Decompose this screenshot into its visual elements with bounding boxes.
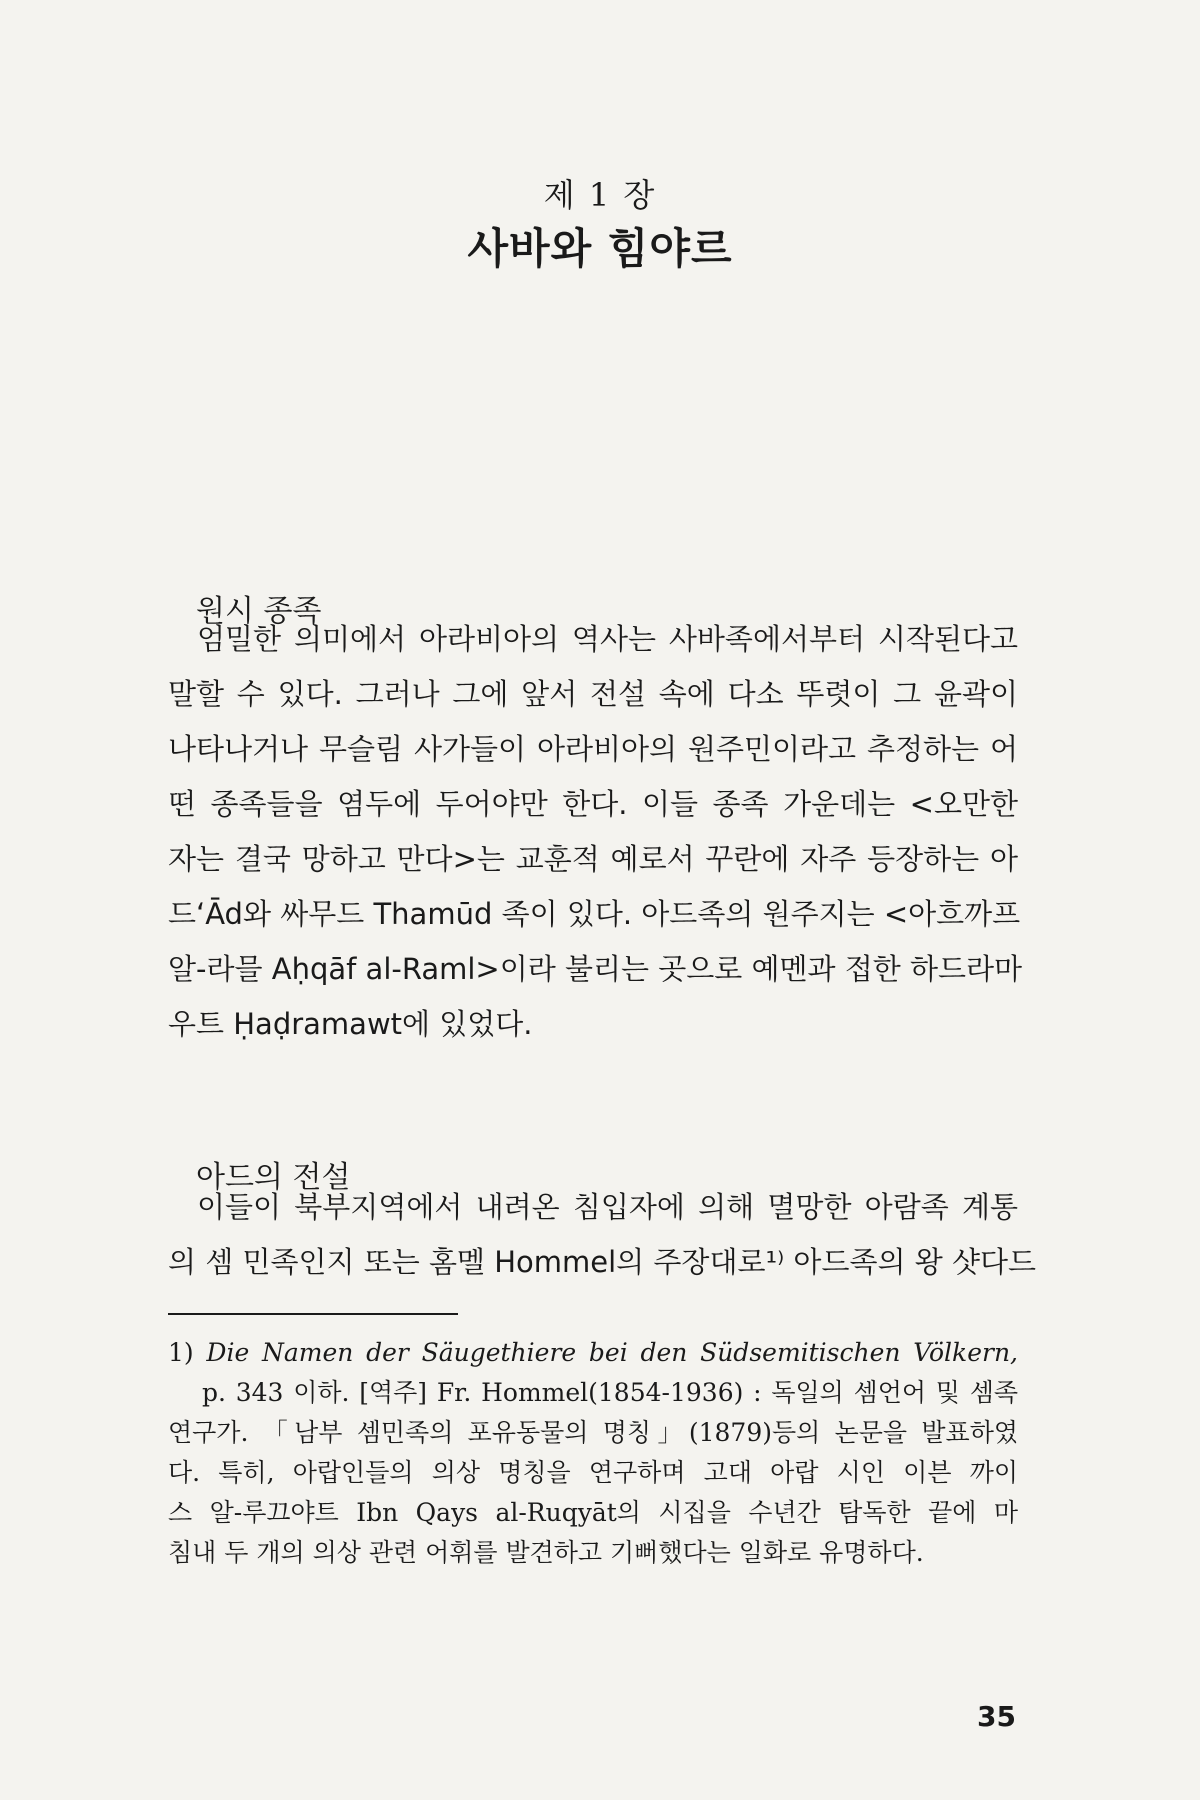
chapter-title: 사바와 힘야르 (467, 224, 733, 273)
footnote-cited-title: Die Namen der Säugethiere bei den Südsemitischen Völkern, (206, 1338, 1018, 1367)
footnote-first-line (168, 1333, 1018, 1373)
paragraph-line: 떤 종족들을 염두에 두어야만 한다. 이들 종족 가운데는 <오만한 (168, 787, 1018, 821)
footnote-line: 연구가. 「남부 셈민족의 포유동물의 명칭」(1879)등의 논문을 발표하였 (168, 1418, 1018, 1447)
footnote-line: 다. 특히, 아랍인들의 의상 명칭을 연구하며 고대 아랍 시인 이븐 까이 (168, 1458, 1018, 1487)
section-heading-legend-of-ad: 아드의 전설 (196, 1160, 351, 1195)
paragraph-line: 우트 Ḥaḍramawt에 있었다. (168, 1007, 533, 1041)
paragraph-line: 자는 결국 망하고 만다>는 교훈적 예로서 꾸란에 자주 등장하는 아 (168, 842, 1018, 876)
paragraph-line: 나타나거나 무슬림 사가들이 아라비아의 원주민이라고 추정하는 어 (168, 732, 1018, 766)
paragraph-line: 알-라믈 Aḥqāf al-Raml>이라 불리는 곳으로 예멘과 접한 하드라마 (168, 952, 1023, 986)
paragraph-line: 말할 수 있다. 그러나 그에 앞서 전설 속에 다소 뚜렷이 그 윤곽이 (168, 677, 1018, 711)
footnote-number: 1) (168, 1338, 194, 1367)
footnote (168, 1333, 1018, 1573)
paragraph-line: 이들이 북부지역에서 내려온 침입자에 의해 멸망한 아람족 계통 (197, 1190, 1018, 1224)
footnote-divider (168, 1313, 458, 1315)
footnote-line: 침내 두 개의 의상 관련 어휘를 발견하고 기뻐했다는 일화로 유명하다. (168, 1538, 924, 1567)
paragraph-line: 드‘Ād와 싸무드 Thamūd 족이 있다. 아드족의 원주지는 <아흐까프 (168, 897, 1021, 931)
section-body-primitive-tribes (168, 612, 1023, 1052)
footnote-line: p. 343 이하. [역주] Fr. Hommel(1854-1936) : 독일의 셈언어 및 셈족 (202, 1378, 1018, 1407)
paragraph-line: 엄밀한 의미에서 아라비아의 역사는 사바족에서부터 시작된다고 (197, 622, 1018, 656)
footnote-line: 스 알-루끄야트 Ibn Qays al-Ruqyāt의 시집을 수년간 탐독한 끝에 마 (168, 1498, 1018, 1527)
section-body-legend-of-ad (168, 1180, 1036, 1290)
chapter-label: 제 1 장 (543, 176, 657, 214)
paragraph-line: 의 셈 민족인지 또는 홈멜 Hommel의 주장대로¹⁾ 아드족의 왕 샷다드 (168, 1245, 1036, 1279)
page-number: 35 (977, 1700, 1016, 1733)
section-heading-primitive-tribes: 원시 종족 (196, 594, 322, 629)
